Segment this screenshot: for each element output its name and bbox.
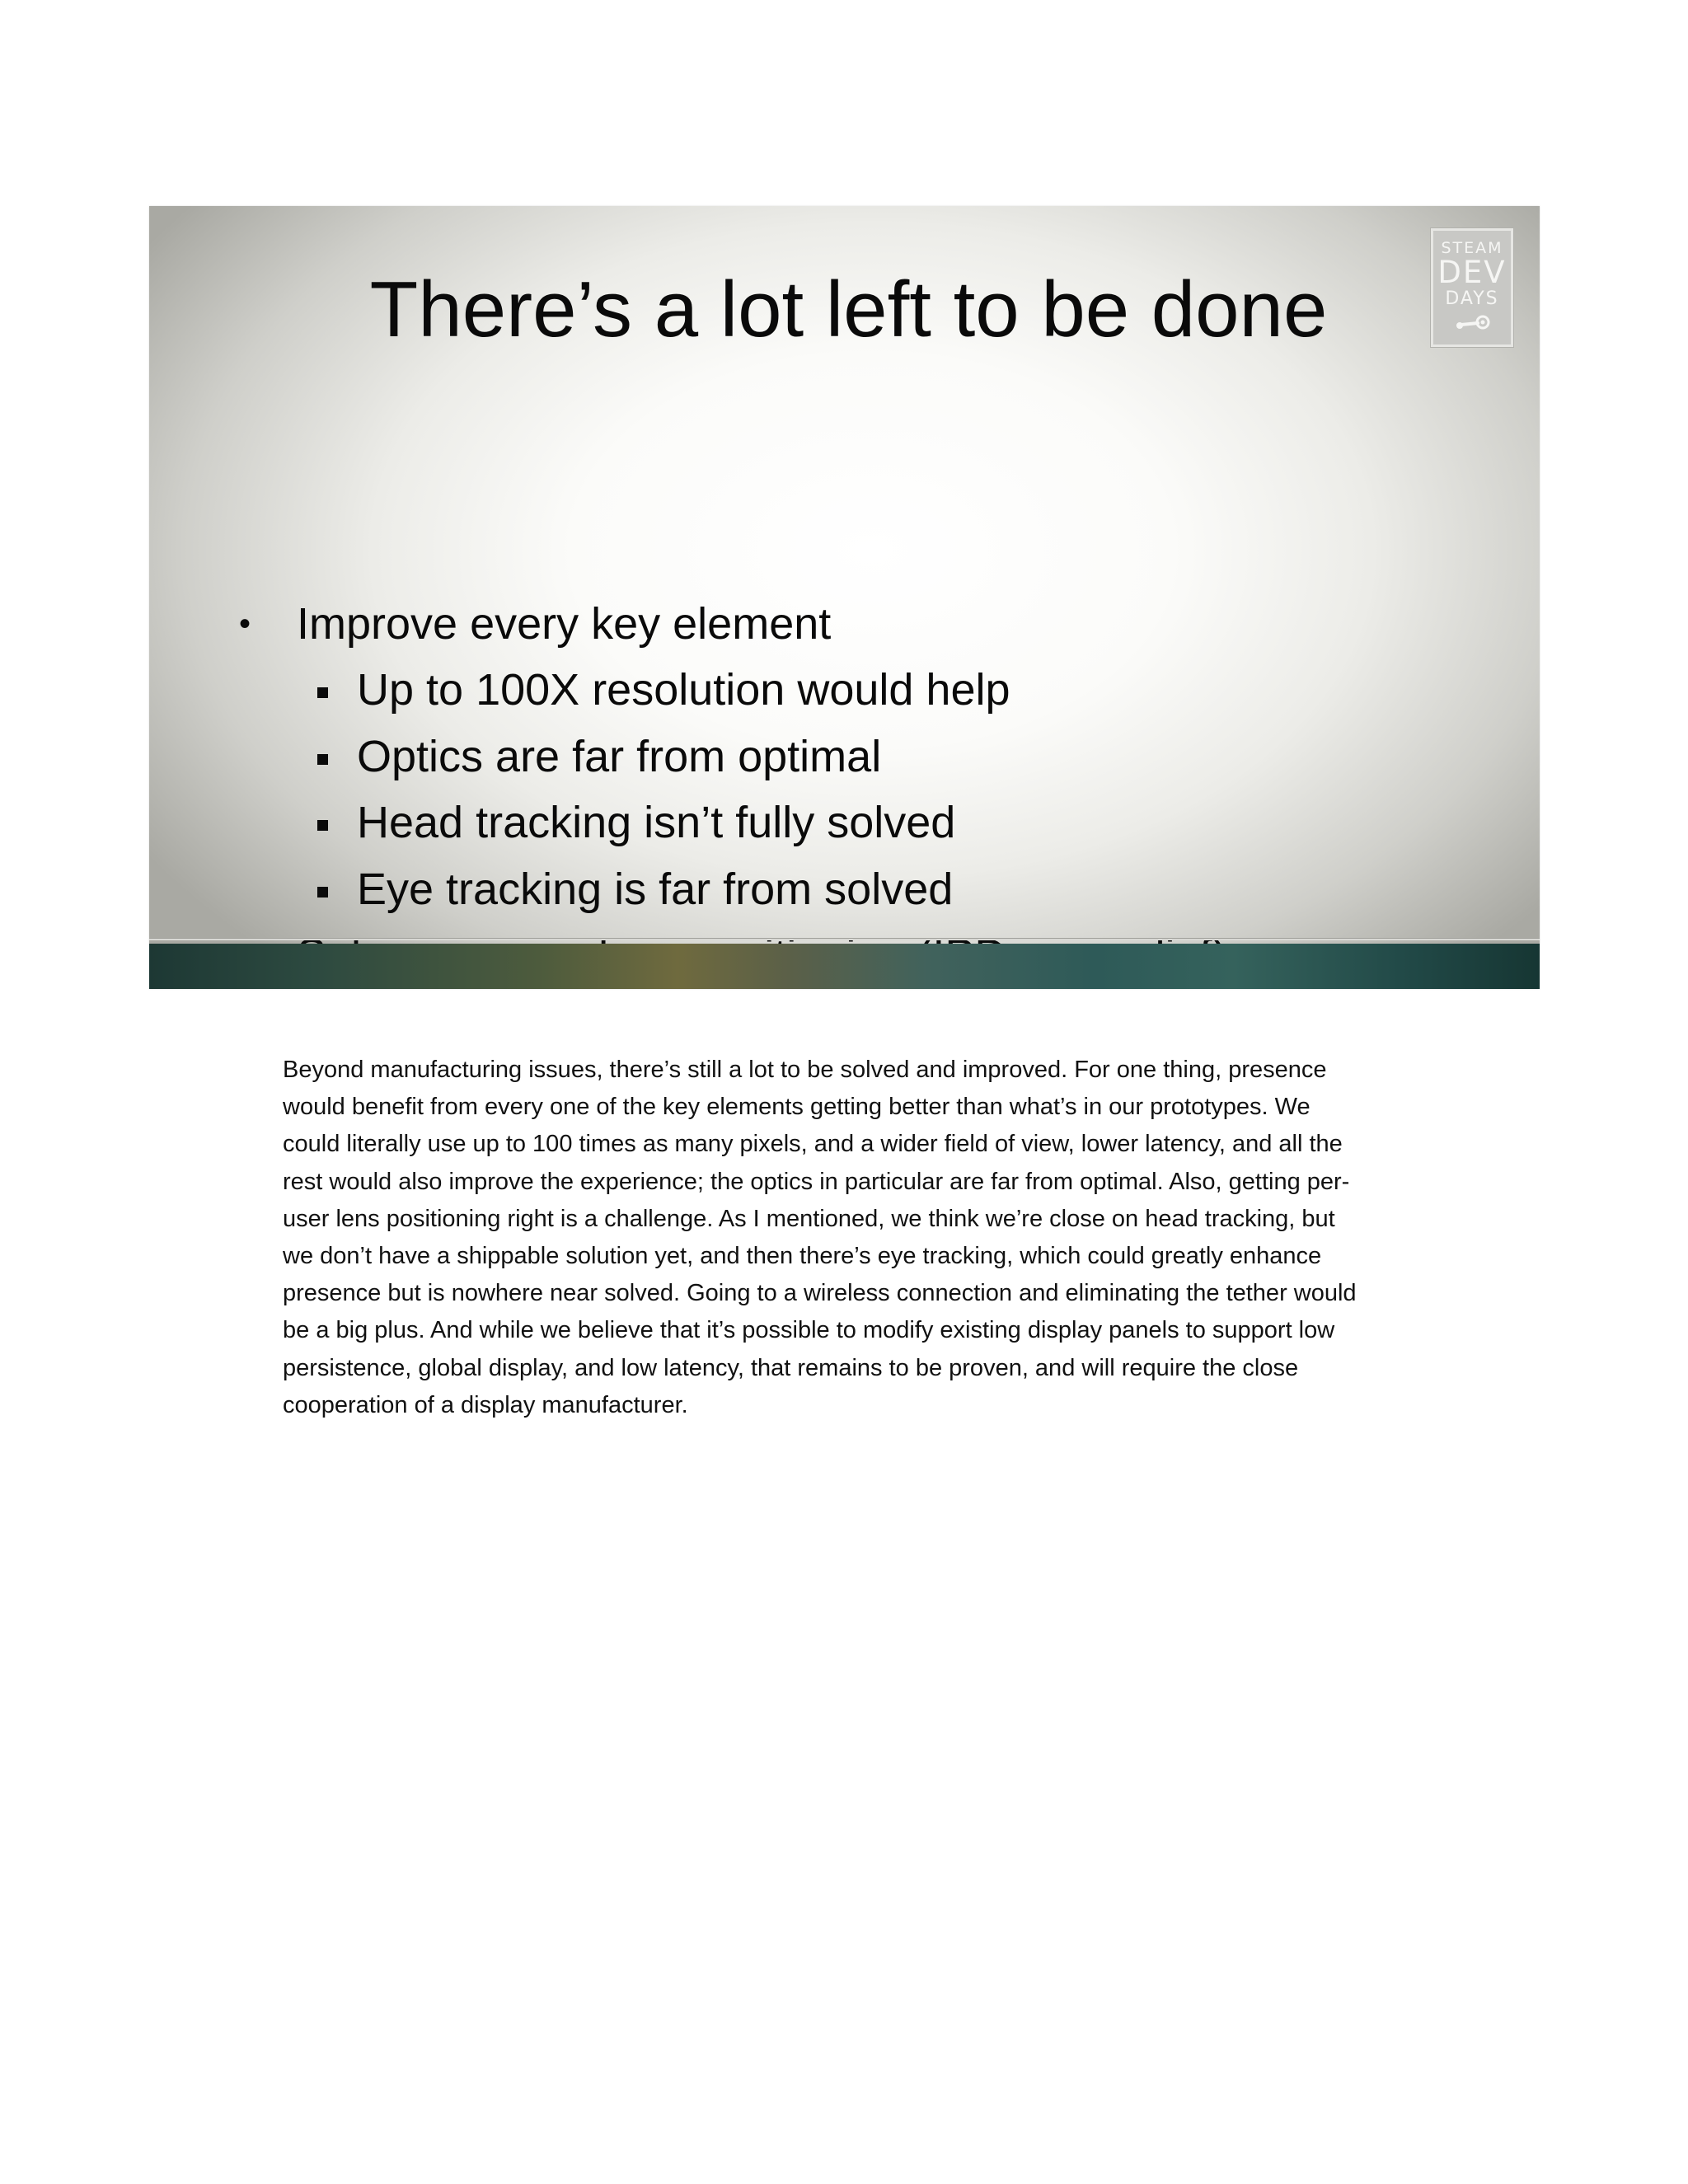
presentation-slide [149,206,1540,989]
logo-text-dev: DEV [1437,255,1507,290]
notes-line: presence but is nowhere near solved. Going to a wireless connection and eliminating the tether would [283,1280,1357,1307]
sub-bullet-text: Up to 100X resolution would help [357,665,1010,715]
sub-bullet-text: Head tracking isn’t fully solved [357,798,956,847]
logo-text-steam: STEAM [1441,239,1503,257]
notes-line: we don’t have a shippable solution yet, and then there’s eye tracking, which could greatly enhance [283,1243,1322,1270]
sub-bullet-text: Eye tracking is far from solved [357,865,954,914]
sub-bullet-item [357,863,953,916]
notes-line: persistence, global display, and low latency, that remains to be proven, and will require the close [283,1354,1299,1381]
slide-title: There’s a lot left to be done [369,265,1328,354]
sub-bullet-item [357,663,1010,716]
logo-text-days: DAYS [1445,288,1499,309]
notes-line: could literally use up to 100 times as many pixels, and a wider field of view, lower latency, and all the [283,1131,1343,1158]
square-bullet-icon [317,820,328,831]
notes-line: rest would also improve the experience; the optics in particular are far from optimal. Also, getting per- [283,1168,1350,1195]
square-bullet-icon [317,754,328,765]
bullet-marker: • [239,606,251,642]
slide-divider [149,938,1540,940]
notes-line: user lens positioning right is a challenge. As I mentioned, we think we’re close on head tracking, but [283,1205,1335,1232]
notes-line: cooperation of a display manufacturer. [283,1391,688,1418]
speaker-notes-paragraph [283,1052,1412,1424]
bullet-text: Improve every key element [297,599,832,649]
square-bullet-icon [317,687,328,698]
sub-bullet-item [357,796,955,849]
notes-line: be a big plus. And while we believe that it’s possible to modify existing display panels to support low [283,1317,1335,1344]
slide-bullet-list [149,206,1540,948]
notes-line: would benefit from every one of the key elements getting better than what’s in our prototypes. We [283,1094,1311,1121]
sub-bullet-item [357,730,881,783]
bullet-item [239,598,832,650]
slide-footer-band [149,944,1540,989]
sub-bullet-text: Optics are far from optimal [357,732,882,781]
square-bullet-icon [317,887,328,898]
notes-line: Beyond manufacturing issues, there’s still a lot to be solved and improved. For one thing, presence [283,1057,1327,1083]
